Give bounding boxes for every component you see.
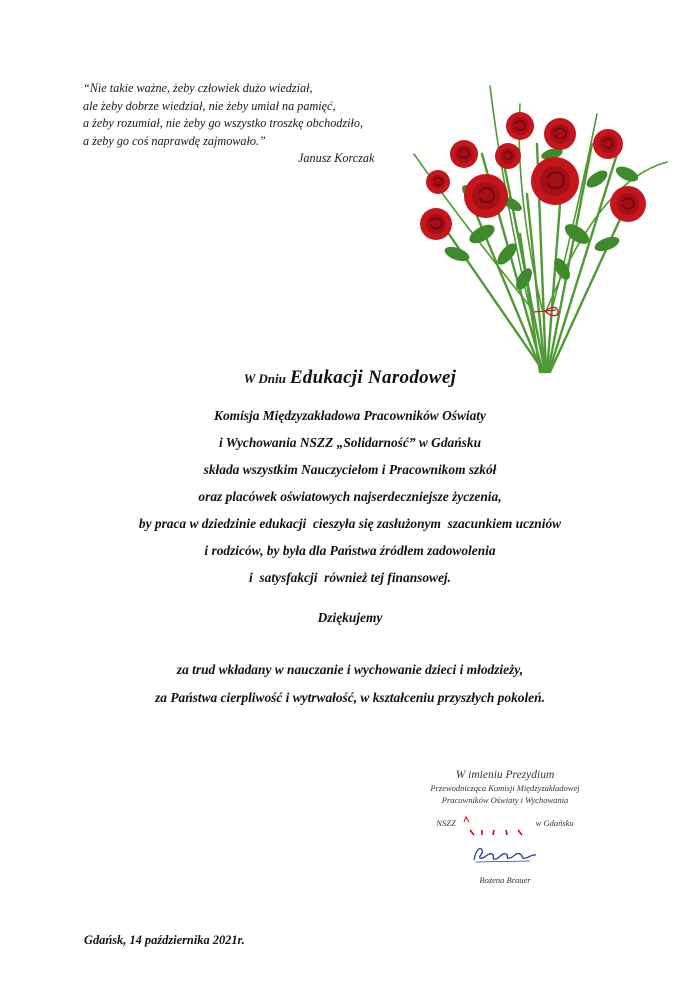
heading-prefix: W Dniu: [243, 371, 286, 386]
closing-text: [0, 656, 700, 712]
body-line: i satysfakcji również tej finansowej.: [249, 570, 451, 585]
role-line: Przewodnicząca Komisji Międzyzakładowej: [430, 783, 580, 793]
rose-bouquet-icon: [412, 84, 672, 374]
quote-author: Janusz Korczak: [298, 151, 375, 165]
body-line: i Wychowania NSZZ „Solidarność” w Gdańsku: [218, 435, 482, 450]
quote-line: a żeby go coś naprawdę zajmowało.”: [83, 133, 266, 148]
nszz-text: NSZZ: [436, 818, 456, 828]
solidarnosc-logo: [460, 810, 532, 836]
quote-line: a żeby rozumiał, nie żeby go wszystko troszkę obchodziło,: [83, 116, 364, 130]
quote-line: ale żeby dobrze wiedział, nie żeby umiał na pamięć,: [83, 98, 336, 113]
thanks-line: Dziękujemy: [317, 610, 383, 625]
date-line: Gdańsk, 14 października 2021r.: [84, 933, 245, 947]
greeting-heading: [0, 367, 700, 389]
greeting-body: [0, 402, 700, 591]
korczak-quote: [83, 80, 423, 168]
body-line: składa wszystkim Nauczycielom i Pracownikom szkół: [203, 462, 497, 477]
closing-line: za trud wkładany w nauczanie i wychowanie dzieci i młodzieży,: [176, 662, 524, 677]
on-behalf-text: W imieniu Prezydium: [455, 769, 555, 781]
closing-line: za Państwa cierpliwość i wytrwałość, w kształceniu przyszłych pokoleń.: [155, 690, 545, 705]
signature-block: [405, 768, 605, 886]
handwritten-signature: [470, 844, 540, 864]
signatory-name: Bożena Brauer: [479, 875, 531, 885]
role-line: Pracowników Oświaty i Wychowania: [441, 794, 569, 805]
union-row: [405, 810, 605, 836]
body-line: by praca w dziedzinie edukacji cieszyła się zasłużonym szacunkiem uczniów: [138, 516, 562, 531]
heading-title: Edukacji Narodowej: [289, 367, 457, 388]
body-line: Komisja Międzyzakładowa Pracowników Oświaty: [214, 408, 486, 423]
city-text: w Gdańsku: [535, 818, 574, 828]
body-line: i rodziców, by była dla Państwa źródłem zadowolenia: [204, 543, 496, 558]
body-line: oraz placówek oświatowych najserdeczniejsze życzenia,: [198, 489, 502, 504]
quote-line: “Nie takie ważne, żeby człowiek dużo wiedział,: [83, 81, 313, 95]
